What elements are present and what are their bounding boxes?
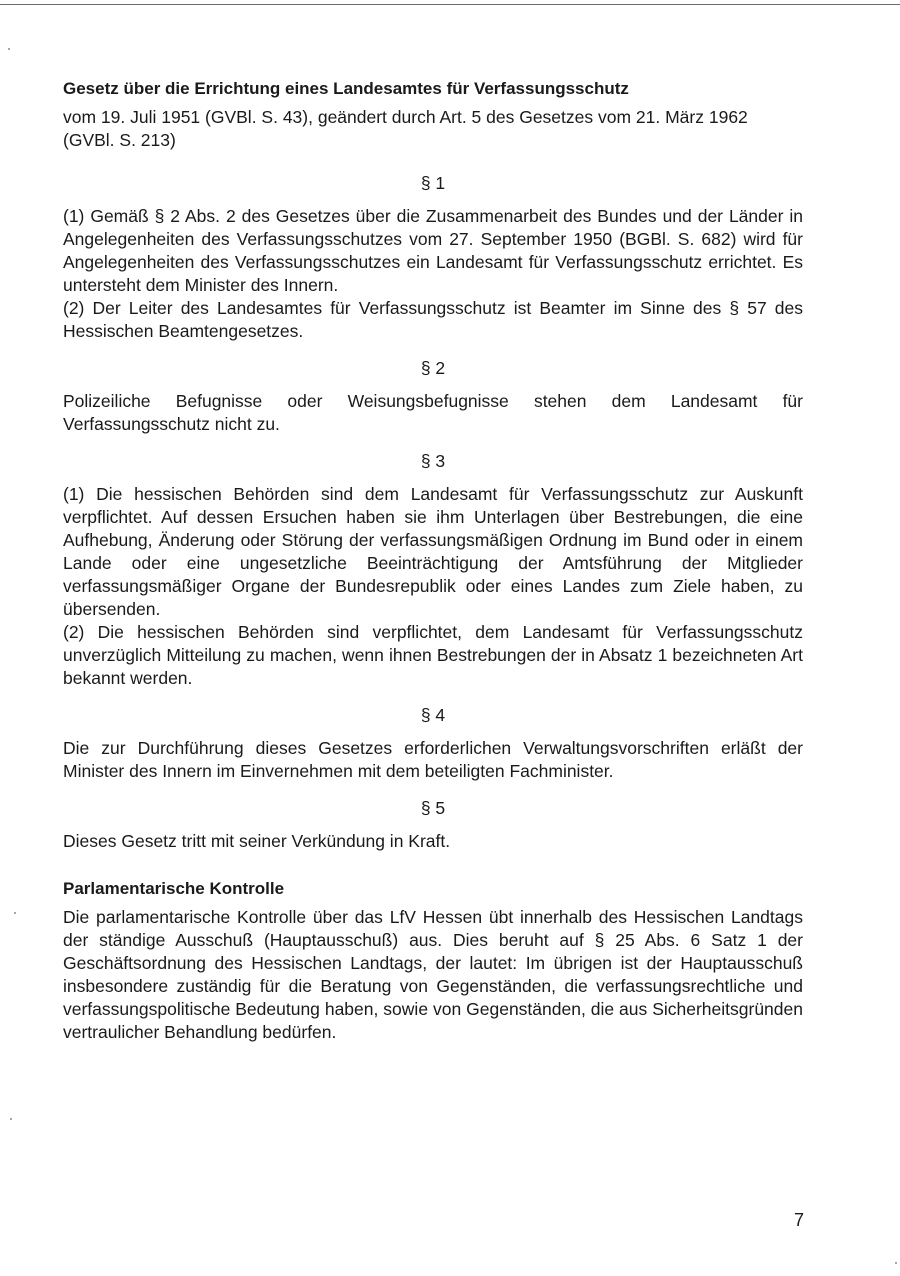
scan-speck xyxy=(895,1262,897,1264)
document-intro: vom 19. Juli 1951 (GVBl. S. 43), geändert durch Art. 5 des Gesetzes vom 21. März 1962 (GVBl. S. 213) xyxy=(63,107,748,150)
section-1 xyxy=(63,172,803,343)
section-2 xyxy=(63,357,803,436)
control-text: Die parlamentarische Kontrolle über das LfV Hessen übt innerhalb des Hessischen Landtags der ständige Ausschuß (Hauptausschuß) aus. Dies beruht auf § 25 Abs. 6 Satz 1 der Geschäftsordnung des Hessischen Landtags, der lautet: Im übrigen ist der Hauptausschuß insbesondere zuständig für die Beratung von Gegenständen, die verfassungsrechtliche und verfassungspolitische Bedeutung haben, sowie von Gegenständen, die aus Sicherheitsgründen vertraulicher Behandlung bedürfen. xyxy=(63,907,803,1042)
section-paragraph: Dieses Gesetz tritt mit seiner Verkündung in Kraft. xyxy=(63,831,451,851)
section-paragraph: (1) Die hessischen Behörden sind dem Landesamt für Verfassungsschutz zur Auskunft verpflichtet. Auf dessen Ersuchen haben sie ihm Unterlagen über Bestrebungen, die eine Aufhebung, Änderung oder Störung der verfassungsmäßigen Ordnung im Bund oder in einem Lande oder eine ungesetzliche Beeinträchtigung der Amtsführung der Mitglieder verfassungsmäßiger Organe der Bundesrepublik oder eines Landes zum Ziele haben, zu übersenden. xyxy=(63,484,803,619)
section-paragraph: Die zur Durchführung dieses Gesetzes erforderlichen Verwaltungsvorschriften erläßt der Minister des Innern im Einvernehmen mit dem beteiligten Fachminister. xyxy=(63,738,803,781)
section-4 xyxy=(63,704,803,783)
section-number: § 4 xyxy=(420,705,446,725)
section-5 xyxy=(63,797,803,853)
control-heading: Parlamentarische Kontrolle xyxy=(63,879,285,898)
section-paragraph: (1) Gemäß § 2 Abs. 2 des Gesetzes über die Zusammenarbeit des Bundes und der Länder in Angelegenheiten des Verfassungsschutzes vom 27. September 1950 (BGBl. S. 682) wird für Angelegenheiten des Verfassungsschutzes ein Landesamt für Verfassungsschutz errichtet. Es untersteht dem Minister des Innern. xyxy=(63,206,803,295)
scan-speck xyxy=(14,912,16,914)
section-number: § 5 xyxy=(420,798,446,818)
top-rule xyxy=(0,4,900,5)
page-content xyxy=(63,77,803,1044)
section-number: § 3 xyxy=(420,451,446,471)
section-number: § 1 xyxy=(420,173,446,193)
scan-speck xyxy=(8,48,10,50)
page-number: 7 xyxy=(793,1210,804,1230)
section-number: § 2 xyxy=(420,358,446,378)
section-paragraph: (2) Der Leiter des Landesamtes für Verfassungsschutz ist Beamter im Sinne des § 57 des Hessischen Beamtengesetzes. xyxy=(63,298,803,341)
scan-speck xyxy=(10,1118,12,1120)
section-paragraph: (2) Die hessischen Behörden sind verpflichtet, dem Landesamt für Verfassungsschutz unverzüglich Mitteilung zu machen, wenn ihnen Bestrebungen der in Absatz 1 bezeichneten Art bekannt werden. xyxy=(63,622,803,688)
section-paragraph: Polizeiliche Befugnisse oder Weisungsbefugnisse stehen dem Landesamt für Verfassungsschutz nicht zu. xyxy=(63,391,803,434)
section-3 xyxy=(63,450,803,690)
document-title: Gesetz über die Errichtung eines Landesamtes für Verfassungsschutz xyxy=(63,79,629,98)
